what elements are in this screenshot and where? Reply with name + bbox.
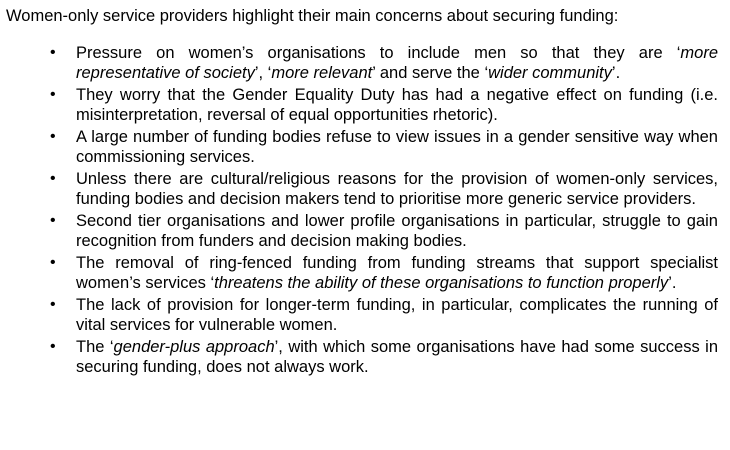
list-item-text [76,86,718,124]
text-run: The ‘ [76,338,114,356]
list-item-text [76,254,718,292]
bullet-icon: • [50,170,56,187]
text-run: They worry that the Gender Equality Duty has had a negative effect on funding (i.e. misinterpretation, reversal of equal opportunities rhetoric). [76,86,718,124]
text-run: Second tier organisations and lower profile organisations in particular, struggle to gain recognition from funders and decision making bodies. [76,212,718,250]
list-item [6,169,720,209]
text-run: ’. [611,64,621,82]
list-item-text [76,338,718,376]
intro-paragraph: Women-only service providers highlight their main concerns about securing funding: [6,7,619,25]
bullet-icon: • [50,128,56,145]
text-run: ’ and serve the ‘ [372,64,489,82]
list-item-text [76,170,718,208]
italic-quote-text: wider community [488,64,612,82]
list-item [6,337,720,377]
bullet-icon: • [50,86,56,103]
text-run: ’. [668,274,677,292]
text-run: The removal of ring-fenced funding from funding streams that support specialist women’s services ‘ [76,254,718,292]
bullet-icon: • [50,44,56,61]
list-item-text [76,44,718,82]
italic-quote-text: more representative of society [76,44,718,82]
list-item [6,253,720,293]
bullet-icon: • [50,296,56,313]
list-item-text [76,128,718,166]
text-run: Pressure on women’s organisations to include men so that they are ‘ [76,44,681,62]
text-run: ’, with which some organisations have had some success in securing funding, does not always work. [76,338,718,376]
list-item-text [76,212,718,250]
italic-quote-text: gender-plus approach [113,338,275,356]
text-run: A large number of funding bodies refuse to view issues in a gender sensitive way when commissioning services. [76,128,718,166]
bullet-icon: • [50,338,56,355]
bullet-icon: • [50,212,56,229]
list-item [6,85,720,125]
text-run: The lack of provision for longer-term funding, in particular, complicates the running of vital services for vulnerable women. [76,296,718,334]
list-item [6,127,720,167]
italic-quote-text: more relevant [271,64,373,82]
italic-quote-text: threatens the ability of these organisations to function properly [214,274,669,292]
concerns-list [6,43,720,377]
text-run: ’, ‘ [254,64,272,82]
text-run: Unless there are cultural/religious reasons for the provision of women-only services, funding bodies and decision makers tend to prioritise more generic service providers. [76,170,718,208]
list-item [6,211,720,251]
list-item-text [76,296,718,334]
list-item [6,43,720,83]
list-item [6,295,720,335]
bullet-icon: • [50,254,56,271]
